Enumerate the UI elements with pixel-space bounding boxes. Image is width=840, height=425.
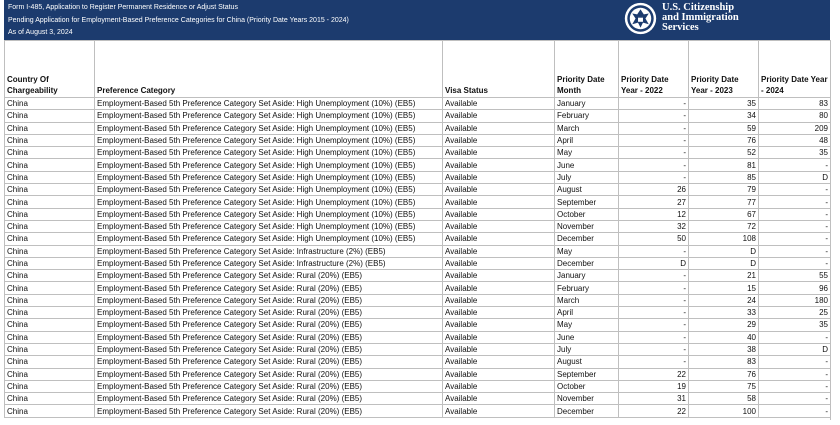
year-2024-cell[interactable]: 96 xyxy=(759,282,831,294)
year-2023-cell[interactable]: 40 xyxy=(689,331,759,343)
visa-status-cell[interactable]: Available xyxy=(443,171,555,183)
year-2024-cell[interactable]: - xyxy=(759,220,831,232)
visa-status-cell[interactable]: Available xyxy=(443,208,555,220)
report-banner xyxy=(4,0,830,40)
year-2024-cell[interactable]: 180 xyxy=(759,294,831,306)
table-row xyxy=(5,270,831,282)
year-2023-cell[interactable]: 59 xyxy=(689,122,759,134)
priority-month-cell[interactable]: December xyxy=(555,405,619,417)
year-2024-cell[interactable]: - xyxy=(759,208,831,220)
visa-status-cell[interactable]: Available xyxy=(443,98,555,110)
year-2023-cell[interactable]: 72 xyxy=(689,220,759,232)
table-row xyxy=(5,282,831,294)
preference-category-cell[interactable]: Employment-Based 5th Preference Category Set Aside: High Unemployment (10%) (EB5) xyxy=(95,147,443,159)
priority-month-cell[interactable]: July xyxy=(555,171,619,183)
preference-category-cell[interactable]: Employment-Based 5th Preference Category Set Aside: Rural (20%) (EB5) xyxy=(95,405,443,417)
column-header-label: Visa Status xyxy=(445,86,488,95)
year-2023-cell[interactable]: 77 xyxy=(689,196,759,208)
preference-category-cell[interactable]: Employment-Based 5th Preference Category Set Aside: Rural (20%) (EB5) xyxy=(95,368,443,380)
year-2023-cell[interactable]: D xyxy=(689,257,759,269)
country-cell[interactable]: China xyxy=(5,294,95,306)
year-2023-cell[interactable]: 52 xyxy=(689,147,759,159)
visa-status-cell[interactable]: Available xyxy=(443,282,555,294)
table-row xyxy=(5,294,831,306)
country-cell[interactable]: China xyxy=(5,147,95,159)
table-row xyxy=(5,356,831,368)
year-2023-cell[interactable]: 85 xyxy=(689,171,759,183)
year-2022-cell[interactable]: - xyxy=(619,356,689,368)
year-2022-cell[interactable]: 19 xyxy=(619,380,689,392)
country-cell[interactable]: China xyxy=(5,319,95,331)
visa-status-cell[interactable]: Available xyxy=(443,196,555,208)
country-cell[interactable]: China xyxy=(5,98,95,110)
column-header-label: Country Of Chargeability xyxy=(7,75,58,95)
country-cell[interactable]: China xyxy=(5,171,95,183)
priority-month-cell[interactable]: December xyxy=(555,233,619,245)
year-2022-cell[interactable]: - xyxy=(619,98,689,110)
priority-month-cell[interactable]: August xyxy=(555,356,619,368)
year-2022-cell[interactable]: 27 xyxy=(619,196,689,208)
column-header-label: Priority Date Year - 2024 xyxy=(761,75,828,95)
priority-month-cell[interactable]: April xyxy=(555,134,619,146)
visa-status-cell[interactable]: Available xyxy=(443,343,555,355)
priority-month-cell[interactable]: October xyxy=(555,208,619,220)
year-2024-cell[interactable]: - xyxy=(759,380,831,392)
priority-month-cell[interactable]: July xyxy=(555,343,619,355)
year-2024-cell[interactable]: - xyxy=(759,356,831,368)
preference-category-header[interactable] xyxy=(95,41,443,98)
year-2024-cell[interactable]: 25 xyxy=(759,307,831,319)
country-cell[interactable]: China xyxy=(5,196,95,208)
country-cell[interactable]: China xyxy=(5,307,95,319)
priority-month-cell[interactable]: May xyxy=(555,147,619,159)
preference-category-cell[interactable]: Employment-Based 5th Preference Category Set Aside: High Unemployment (10%) (EB5) xyxy=(95,159,443,171)
form-title: Form I-485, Application to Register Permanent Residence or Adjust Status xyxy=(8,4,238,11)
table-row xyxy=(5,220,831,232)
priority-month-cell[interactable]: April xyxy=(555,307,619,319)
year-2022-cell[interactable]: - xyxy=(619,110,689,122)
table-row xyxy=(5,343,831,355)
year-2024-header[interactable] xyxy=(759,41,831,98)
visa-status-cell[interactable]: Available xyxy=(443,319,555,331)
preference-category-cell[interactable]: Employment-Based 5th Preference Category Set Aside: High Unemployment (10%) (EB5) xyxy=(95,196,443,208)
visa-status-cell[interactable]: Available xyxy=(443,307,555,319)
year-2023-cell[interactable]: 15 xyxy=(689,282,759,294)
country-cell[interactable]: China xyxy=(5,270,95,282)
table-row xyxy=(5,184,831,196)
table-row xyxy=(5,331,831,343)
year-2024-cell[interactable]: - xyxy=(759,368,831,380)
visa-status-cell[interactable]: Available xyxy=(443,270,555,282)
priority-month-cell[interactable]: February xyxy=(555,282,619,294)
year-2022-cell[interactable]: - xyxy=(619,134,689,146)
year-2024-cell[interactable]: 35 xyxy=(759,319,831,331)
preference-category-cell[interactable]: Employment-Based 5th Preference Category Set Aside: High Unemployment (10%) (EB5) xyxy=(95,233,443,245)
priority-month-cell[interactable]: January xyxy=(555,270,619,282)
year-2023-cell[interactable]: 24 xyxy=(689,294,759,306)
table-row xyxy=(5,196,831,208)
year-2023-cell[interactable]: 67 xyxy=(689,208,759,220)
year-2023-cell[interactable]: 29 xyxy=(689,319,759,331)
priority-month-cell[interactable]: January xyxy=(555,98,619,110)
table-row xyxy=(5,307,831,319)
year-2022-cell[interactable]: - xyxy=(619,270,689,282)
priority-month-cell[interactable]: May xyxy=(555,245,619,257)
preference-category-cell[interactable]: Employment-Based 5th Preference Category Set Aside: High Unemployment (10%) (EB5) xyxy=(95,122,443,134)
year-2022-cell[interactable]: 26 xyxy=(619,184,689,196)
priority-month-cell[interactable]: February xyxy=(555,110,619,122)
country-cell[interactable]: China xyxy=(5,134,95,146)
table-row xyxy=(5,380,831,392)
preference-category-cell[interactable]: Employment-Based 5th Preference Category Set Aside: Infrastructure (2%) (EB5) xyxy=(95,257,443,269)
visa-status-cell[interactable]: Available xyxy=(443,233,555,245)
preference-category-cell[interactable]: Employment-Based 5th Preference Category Set Aside: Rural (20%) (EB5) xyxy=(95,380,443,392)
priority-month-cell[interactable]: June xyxy=(555,159,619,171)
year-2023-cell[interactable]: 21 xyxy=(689,270,759,282)
visa-status-cell[interactable]: Available xyxy=(443,356,555,368)
priority-month-cell[interactable]: August xyxy=(555,184,619,196)
year-2022-cell[interactable]: - xyxy=(619,319,689,331)
year-2022-cell[interactable]: - xyxy=(619,245,689,257)
year-2022-cell[interactable]: - xyxy=(619,122,689,134)
visa-status-cell[interactable]: Available xyxy=(443,393,555,405)
table-body xyxy=(5,98,831,418)
country-cell[interactable]: China xyxy=(5,380,95,392)
visa-status-cell[interactable]: Available xyxy=(443,257,555,269)
table-row xyxy=(5,147,831,159)
visa-status-cell[interactable]: Available xyxy=(443,405,555,417)
visa-status-cell[interactable]: Available xyxy=(443,331,555,343)
table-row xyxy=(5,245,831,257)
year-2024-cell[interactable]: D xyxy=(759,343,831,355)
year-2024-cell[interactable]: 48 xyxy=(759,134,831,146)
year-2023-cell[interactable]: 100 xyxy=(689,405,759,417)
year-2023-cell[interactable]: 76 xyxy=(689,134,759,146)
country-cell[interactable]: China xyxy=(5,159,95,171)
year-2022-cell[interactable]: 22 xyxy=(619,405,689,417)
year-2024-cell[interactable]: - xyxy=(759,331,831,343)
preference-category-cell[interactable]: Employment-Based 5th Preference Category Set Aside: High Unemployment (10%) (EB5) xyxy=(95,134,443,146)
preference-category-cell[interactable]: Employment-Based 5th Preference Category Set Aside: Rural (20%) (EB5) xyxy=(95,307,443,319)
year-2022-cell[interactable]: 31 xyxy=(619,393,689,405)
year-2024-cell[interactable]: - xyxy=(759,405,831,417)
visa-status-cell[interactable]: Available xyxy=(443,380,555,392)
year-2023-cell[interactable]: 83 xyxy=(689,356,759,368)
year-2022-cell[interactable]: - xyxy=(619,159,689,171)
year-2024-cell[interactable]: 35 xyxy=(759,147,831,159)
column-header-label: Priority Date Month xyxy=(557,75,605,95)
year-2023-cell[interactable]: 35 xyxy=(689,98,759,110)
column-header-label: Preference Category xyxy=(97,86,176,95)
priority-month-cell[interactable]: March xyxy=(555,122,619,134)
priority-month-cell[interactable]: March xyxy=(555,294,619,306)
year-2023-cell[interactable]: 81 xyxy=(689,159,759,171)
year-2023-cell[interactable]: 75 xyxy=(689,380,759,392)
visa-status-cell[interactable]: Available xyxy=(443,184,555,196)
year-2023-cell[interactable]: 79 xyxy=(689,184,759,196)
preference-category-cell[interactable]: Employment-Based 5th Preference Category Set Aside: Rural (20%) (EB5) xyxy=(95,319,443,331)
priority-month-cell[interactable]: November xyxy=(555,393,619,405)
preference-category-cell[interactable]: Employment-Based 5th Preference Category Set Aside: Rural (20%) (EB5) xyxy=(95,294,443,306)
table-row xyxy=(5,405,831,417)
year-2022-cell[interactable]: - xyxy=(619,294,689,306)
year-2022-cell[interactable]: 12 xyxy=(619,208,689,220)
table-row xyxy=(5,393,831,405)
year-2022-cell[interactable]: - xyxy=(619,171,689,183)
preference-category-cell[interactable]: Employment-Based 5th Preference Category Set Aside: High Unemployment (10%) (EB5) xyxy=(95,171,443,183)
preference-category-cell[interactable]: Employment-Based 5th Preference Category Set Aside: High Unemployment (10%) (EB5) xyxy=(95,220,443,232)
preference-category-cell[interactable]: Employment-Based 5th Preference Category Set Aside: Rural (20%) (EB5) xyxy=(95,331,443,343)
year-2023-cell[interactable]: 76 xyxy=(689,368,759,380)
country-cell[interactable]: China xyxy=(5,122,95,134)
year-2022-cell[interactable]: - xyxy=(619,331,689,343)
year-2024-cell[interactable]: - xyxy=(759,393,831,405)
table-row xyxy=(5,319,831,331)
visa-status-cell[interactable]: Available xyxy=(443,245,555,257)
grid-right-edge xyxy=(830,40,831,420)
country-cell[interactable]: China xyxy=(5,343,95,355)
table-row xyxy=(5,159,831,171)
year-2022-cell[interactable]: - xyxy=(619,343,689,355)
year-2022-cell[interactable]: 32 xyxy=(619,220,689,232)
year-2023-cell[interactable]: 33 xyxy=(689,307,759,319)
preference-category-cell[interactable]: Employment-Based 5th Preference Category Set Aside: High Unemployment (10%) (EB5) xyxy=(95,110,443,122)
table-row xyxy=(5,110,831,122)
year-2024-cell[interactable]: - xyxy=(759,196,831,208)
priority-month-cell[interactable]: October xyxy=(555,380,619,392)
table-row xyxy=(5,208,831,220)
country-cell[interactable]: China xyxy=(5,356,95,368)
priority-month-cell[interactable]: June xyxy=(555,331,619,343)
table-row xyxy=(5,134,831,146)
year-2022-cell[interactable]: 22 xyxy=(619,368,689,380)
year-2024-cell[interactable]: - xyxy=(759,159,831,171)
visa-status-cell[interactable]: Available xyxy=(443,159,555,171)
report-subtitle: Pending Application for Employment-Based Preference Categories for China (Priority Date Years 2015 - 2024) xyxy=(8,17,349,24)
year-2024-cell[interactable]: - xyxy=(759,245,831,257)
visa-status-cell[interactable]: Available xyxy=(443,220,555,232)
visa-status-cell[interactable]: Available xyxy=(443,122,555,134)
priority-month-cell[interactable]: September xyxy=(555,368,619,380)
country-cell[interactable]: China xyxy=(5,208,95,220)
header-row xyxy=(5,41,831,98)
table-row xyxy=(5,122,831,134)
year-2022-cell[interactable]: - xyxy=(619,307,689,319)
table-row xyxy=(5,171,831,183)
uscis-logo-text: U.S. Citizenship and Immigration Services xyxy=(662,2,739,33)
year-2024-cell[interactable]: 209 xyxy=(759,122,831,134)
year-2024-cell[interactable]: - xyxy=(759,257,831,269)
column-header-label: Priority Date Year - 2023 xyxy=(691,75,739,95)
visa-status-cell[interactable]: Available xyxy=(443,147,555,159)
year-2024-cell[interactable]: 80 xyxy=(759,110,831,122)
priority-month-header[interactable] xyxy=(555,41,619,98)
year-2022-header[interactable] xyxy=(619,41,689,98)
country-cell[interactable]: China xyxy=(5,220,95,232)
preference-category-cell[interactable]: Employment-Based 5th Preference Category Set Aside: High Unemployment (10%) (EB5) xyxy=(95,98,443,110)
preference-category-cell[interactable]: Employment-Based 5th Preference Category Set Aside: Rural (20%) (EB5) xyxy=(95,393,443,405)
preference-category-cell[interactable]: Employment-Based 5th Preference Category Set Aside: High Unemployment (10%) (EB5) xyxy=(95,208,443,220)
year-2023-cell[interactable]: 108 xyxy=(689,233,759,245)
priority-month-cell[interactable]: December xyxy=(555,257,619,269)
year-2023-cell[interactable]: 58 xyxy=(689,393,759,405)
report-date: As of August 3, 2024 xyxy=(8,29,73,36)
country-cell[interactable]: China xyxy=(5,331,95,343)
table-row xyxy=(5,368,831,380)
preference-category-cell[interactable]: Employment-Based 5th Preference Category Set Aside: Rural (20%) (EB5) xyxy=(95,282,443,294)
country-cell[interactable]: China xyxy=(5,184,95,196)
country-cell[interactable]: China xyxy=(5,110,95,122)
year-2022-cell[interactable]: - xyxy=(619,147,689,159)
year-2024-cell[interactable]: 83 xyxy=(759,98,831,110)
year-2022-cell[interactable]: - xyxy=(619,282,689,294)
preference-category-cell[interactable]: Employment-Based 5th Preference Category Set Aside: Infrastructure (2%) (EB5) xyxy=(95,245,443,257)
year-2022-cell[interactable]: D xyxy=(619,257,689,269)
country-cell[interactable]: China xyxy=(5,257,95,269)
year-2023-cell[interactable]: 34 xyxy=(689,110,759,122)
preference-category-cell[interactable]: Employment-Based 5th Preference Category Set Aside: Rural (20%) (EB5) xyxy=(95,270,443,282)
year-2024-cell[interactable]: D xyxy=(759,171,831,183)
year-2022-cell[interactable]: 50 xyxy=(619,233,689,245)
year-2024-cell[interactable]: 55 xyxy=(759,270,831,282)
preference-category-cell[interactable]: Employment-Based 5th Preference Category Set Aside: High Unemployment (10%) (EB5) xyxy=(95,184,443,196)
country-cell[interactable]: China xyxy=(5,368,95,380)
country-cell[interactable]: China xyxy=(5,245,95,257)
priority-month-cell[interactable]: November xyxy=(555,220,619,232)
year-2023-cell[interactable]: 38 xyxy=(689,343,759,355)
visa-status-header[interactable] xyxy=(443,41,555,98)
pending-applications-table xyxy=(4,40,831,418)
visa-status-cell[interactable]: Available xyxy=(443,134,555,146)
table-row xyxy=(5,98,831,110)
year-2023-header[interactable] xyxy=(689,41,759,98)
year-2024-cell[interactable]: - xyxy=(759,233,831,245)
preference-category-cell[interactable]: Employment-Based 5th Preference Category Set Aside: Rural (20%) (EB5) xyxy=(95,356,443,368)
country-cell[interactable]: China xyxy=(5,405,95,417)
year-2024-cell[interactable]: - xyxy=(759,184,831,196)
table-row xyxy=(5,257,831,269)
preference-category-cell[interactable]: Employment-Based 5th Preference Category Set Aside: Rural (20%) (EB5) xyxy=(95,343,443,355)
country-header[interactable] xyxy=(5,41,95,98)
year-2023-cell[interactable]: D xyxy=(689,245,759,257)
priority-month-cell[interactable]: September xyxy=(555,196,619,208)
country-cell[interactable]: China xyxy=(5,233,95,245)
visa-status-cell[interactable]: Available xyxy=(443,294,555,306)
country-cell[interactable]: China xyxy=(5,282,95,294)
priority-month-cell[interactable]: May xyxy=(555,319,619,331)
dhs-seal-icon xyxy=(624,2,657,35)
visa-status-cell[interactable]: Available xyxy=(443,110,555,122)
country-cell[interactable]: China xyxy=(5,393,95,405)
column-header-label: Priority Date Year - 2022 xyxy=(621,75,669,95)
visa-status-cell[interactable]: Available xyxy=(443,368,555,380)
table-row xyxy=(5,233,831,245)
